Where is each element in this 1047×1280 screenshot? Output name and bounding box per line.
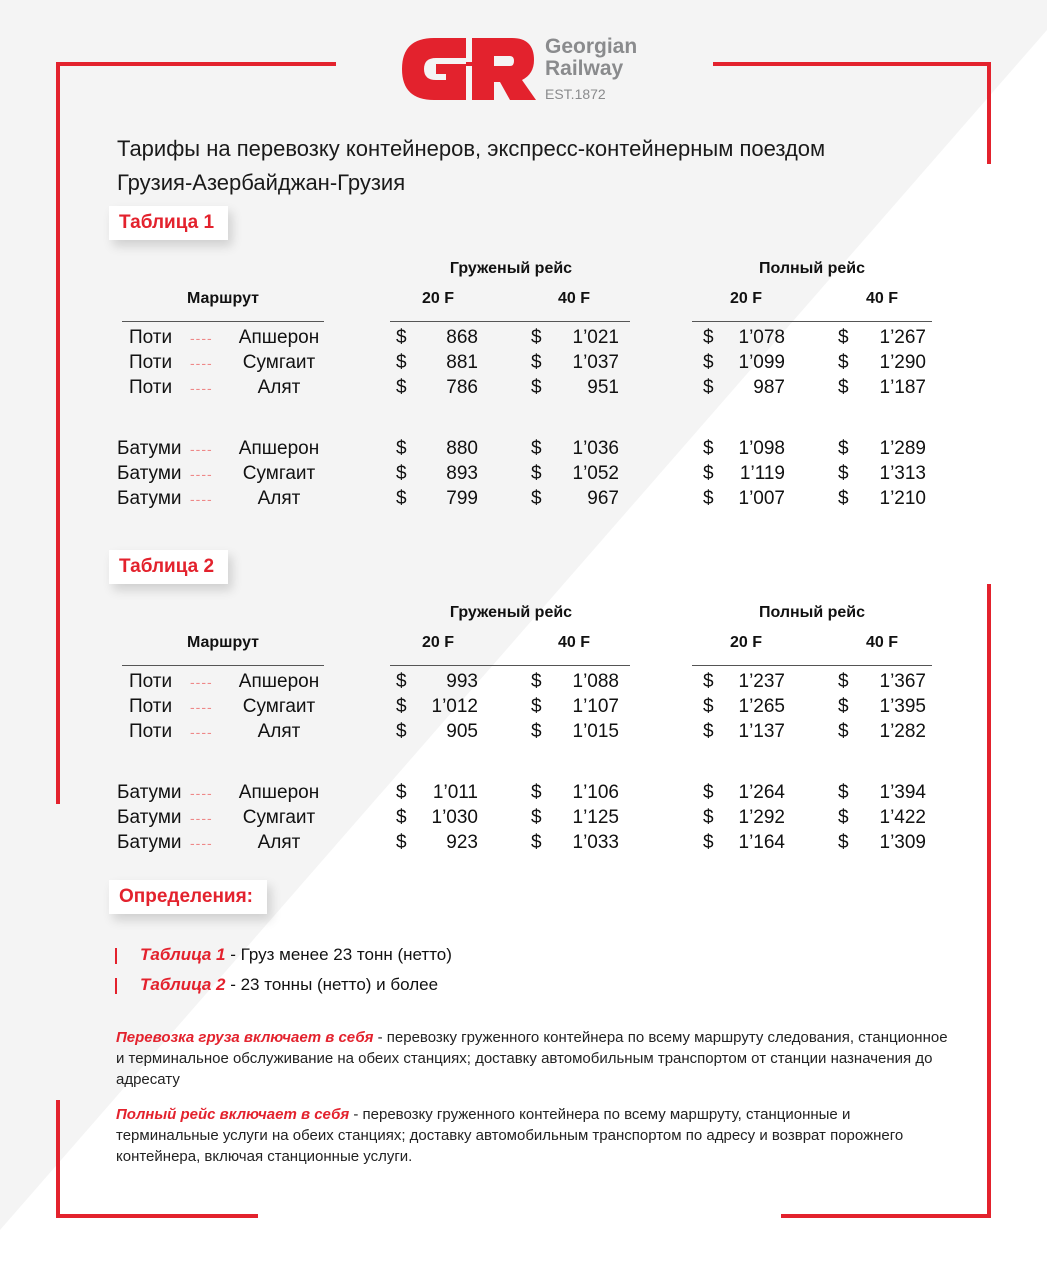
table-row [0, 807, 1047, 832]
route-dash: ---- [190, 674, 213, 690]
table1-label: Таблица 1 [109, 206, 228, 240]
loaded-40f-value: 1’088 [572, 671, 619, 692]
route-to: Алят [257, 721, 301, 742]
loaded-20f-value: 1’030 [431, 807, 478, 828]
hdr-full-40f: 40 F [865, 290, 898, 307]
definition-text: - 23 тонны (нетто) и более [225, 975, 439, 994]
table-row [0, 696, 1047, 721]
currency: $ [703, 352, 714, 373]
full-40f-value: 1’395 [879, 696, 926, 717]
currency: $ [703, 488, 714, 509]
currency: $ [396, 721, 407, 742]
full-40f-value: 1’367 [879, 671, 926, 692]
frame-bottom-right [781, 1214, 991, 1218]
note-term: Полный рейс включает в себя [116, 1106, 350, 1123]
currency: $ [531, 327, 542, 348]
route-from: Поти [129, 327, 173, 348]
full-40f-value: 1’282 [879, 721, 926, 742]
definition-term: Таблица 1 [140, 945, 226, 964]
hdr-loaded-20f: 20 F [421, 634, 454, 651]
frame-left-bottom [56, 1100, 60, 1218]
definition-item [115, 975, 438, 995]
currency: $ [396, 327, 407, 348]
currency: $ [396, 438, 407, 459]
currency: $ [396, 782, 407, 803]
loaded-20f-value: 881 [446, 352, 478, 373]
header-rule [390, 665, 630, 666]
currency: $ [703, 438, 714, 459]
table-row [0, 671, 1047, 696]
frame-top-left [56, 62, 336, 66]
currency: $ [703, 832, 714, 853]
currency: $ [531, 438, 542, 459]
route-to: Сумгаит [242, 352, 316, 373]
loaded-40f-value: 1’021 [572, 327, 619, 348]
hdr-full: Полный рейс [758, 260, 866, 277]
route-from: Поти [129, 671, 173, 692]
hdr-full-20f: 20 F [729, 634, 762, 651]
route-dash: ---- [190, 330, 213, 346]
currency: $ [531, 671, 542, 692]
full-20f-value: 987 [753, 377, 785, 398]
full-40f-value: 1’394 [879, 782, 926, 803]
route-to: Апшерон [238, 671, 320, 692]
loaded-20f-value: 993 [446, 671, 478, 692]
route-from: Батуми [117, 782, 182, 803]
title-line2: Грузия-Азербайджан-Грузия [117, 170, 406, 195]
loaded-40f-value: 1’107 [572, 696, 619, 717]
route-to: Алят [257, 488, 301, 509]
currency: $ [531, 377, 542, 398]
route-from: Батуми [117, 488, 182, 509]
table-row [0, 352, 1047, 377]
note-cargo-transport [116, 1027, 956, 1090]
currency: $ [396, 463, 407, 484]
route-to: Апшерон [238, 782, 320, 803]
full-40f-value: 1’309 [879, 832, 926, 853]
route-to: Сумгаит [242, 696, 316, 717]
logo-established: EST.1872 [545, 86, 606, 102]
full-20f-value: 1’264 [738, 782, 785, 803]
loaded-20f-value: 799 [446, 488, 478, 509]
hdr-loaded: Груженый рейс [449, 260, 573, 277]
table-row [0, 327, 1047, 352]
hdr-route: Маршрут [186, 634, 260, 651]
header-rule [122, 665, 324, 666]
definition-text: - Груз менее 23 тонн (нетто) [225, 945, 452, 964]
route-dash: ---- [190, 785, 213, 801]
full-40f-value: 1’422 [879, 807, 926, 828]
loaded-40f-value: 951 [587, 377, 619, 398]
loaded-20f-value: 880 [446, 438, 478, 459]
route-from: Батуми [117, 463, 182, 484]
hdr-loaded: Груженый рейс [449, 604, 573, 621]
currency: $ [531, 807, 542, 828]
definition-item [115, 945, 452, 965]
route-dash: ---- [190, 355, 213, 371]
currency: $ [703, 807, 714, 828]
header-rule [692, 665, 932, 666]
frame-right-top [987, 62, 991, 164]
route-from: Поти [129, 352, 173, 373]
loaded-40f-value: 967 [587, 488, 619, 509]
table-row [0, 463, 1047, 488]
currency: $ [531, 832, 542, 853]
loaded-20f-value: 868 [446, 327, 478, 348]
table-row [0, 721, 1047, 746]
currency: $ [396, 696, 407, 717]
note-text: - перевозку груженного контейнера по всему маршруту, станционные и терминальные услуги на обеих станциях; доставку автомобильным транспортом по адресу и возврат порожнего контейнера, включая станционные услуги. [116, 1106, 904, 1165]
currency: $ [703, 721, 714, 742]
header-rule [692, 321, 932, 322]
currency: $ [838, 696, 849, 717]
loaded-40f-value: 1’036 [572, 438, 619, 459]
logo-name-line2: Railway [545, 57, 624, 80]
loaded-20f-value: 923 [446, 832, 478, 853]
full-40f-value: 1’289 [879, 438, 926, 459]
loaded-40f-value: 1’037 [572, 352, 619, 373]
table-row [0, 782, 1047, 807]
table-row [0, 377, 1047, 402]
hdr-full: Полный рейс [758, 604, 866, 621]
currency: $ [703, 377, 714, 398]
full-20f-value: 1’164 [738, 832, 785, 853]
currency: $ [531, 721, 542, 742]
currency: $ [838, 377, 849, 398]
currency: $ [531, 488, 542, 509]
currency: $ [838, 352, 849, 373]
currency: $ [703, 327, 714, 348]
route-from: Батуми [117, 807, 182, 828]
currency: $ [838, 671, 849, 692]
route-dash: ---- [190, 380, 213, 396]
hdr-route: Маршрут [186, 290, 260, 307]
currency: $ [703, 782, 714, 803]
loaded-20f-value: 1’011 [432, 782, 478, 803]
currency: $ [838, 327, 849, 348]
frame-top-right [713, 62, 991, 66]
currency: $ [396, 488, 407, 509]
route-to: Сумгаит [242, 463, 316, 484]
title-line1: Тарифы на перевозку контейнеров, экспресс-контейнерным поездом [117, 136, 826, 161]
note-text: - перевозку груженного контейнера по всему маршруту следования, станционное и терминальное обслуживание на обеих станциях; доставку автомобильным транспортом от станции назначения до адресату [116, 1029, 948, 1088]
route-dash: ---- [190, 441, 213, 457]
hdr-loaded-20f: 20 F [421, 290, 454, 307]
table-row [0, 488, 1047, 513]
logo-name [545, 36, 637, 80]
header-rule [390, 321, 630, 322]
route-from: Поти [129, 696, 173, 717]
loaded-40f-value: 1’106 [572, 782, 619, 803]
full-20f-value: 1’137 [738, 721, 785, 742]
page-title [117, 132, 825, 200]
route-from: Поти [129, 377, 173, 398]
note-term: Перевозка груза включает в себя [116, 1029, 374, 1046]
currency: $ [396, 377, 407, 398]
full-20f-value: 1’119 [739, 463, 785, 484]
full-20f-value: 1’237 [738, 671, 785, 692]
full-40f-value: 1’313 [879, 463, 926, 484]
currency: $ [531, 463, 542, 484]
route-from: Поти [129, 721, 173, 742]
route-to: Апшерон [238, 327, 320, 348]
full-40f-value: 1’267 [879, 327, 926, 348]
full-20f-value: 1’265 [738, 696, 785, 717]
table2-label: Таблица 2 [109, 550, 228, 584]
route-dash: ---- [190, 491, 213, 507]
loaded-20f-value: 786 [446, 377, 478, 398]
full-20f-value: 1’099 [738, 352, 785, 373]
currency: $ [703, 671, 714, 692]
hdr-loaded-40f: 40 F [557, 634, 590, 651]
full-20f-value: 1’292 [738, 807, 785, 828]
route-dash: ---- [190, 810, 213, 826]
full-20f-value: 1’078 [738, 327, 785, 348]
currency: $ [838, 488, 849, 509]
route-to: Алят [257, 832, 301, 853]
full-40f-value: 1’290 [879, 352, 926, 373]
currency: $ [703, 463, 714, 484]
loaded-20f-value: 893 [446, 463, 478, 484]
note-full-trip [116, 1104, 956, 1167]
table-row [0, 832, 1047, 857]
currency: $ [396, 671, 407, 692]
loaded-20f-value: 905 [446, 721, 478, 742]
currency: $ [838, 438, 849, 459]
currency: $ [396, 807, 407, 828]
full-20f-value: 1’098 [738, 438, 785, 459]
route-dash: ---- [190, 466, 213, 482]
loaded-40f-value: 1’015 [572, 721, 619, 742]
currency: $ [838, 832, 849, 853]
route-from: Батуми [117, 438, 182, 459]
loaded-40f-value: 1’125 [572, 807, 619, 828]
route-from: Батуми [117, 832, 182, 853]
header-rule [122, 321, 324, 322]
logo-name-line1: Georgian [545, 35, 638, 58]
currency: $ [396, 832, 407, 853]
currency: $ [838, 782, 849, 803]
route-to: Апшерон [238, 438, 320, 459]
currency: $ [703, 696, 714, 717]
currency: $ [531, 352, 542, 373]
route-dash: ---- [190, 724, 213, 740]
route-dash: ---- [190, 835, 213, 851]
hdr-full-20f: 20 F [729, 290, 762, 307]
loaded-40f-value: 1’033 [572, 832, 619, 853]
frame-bottom-left [56, 1214, 258, 1218]
definition-marker [115, 948, 117, 964]
hdr-loaded-40f: 40 F [557, 290, 590, 307]
currency: $ [838, 463, 849, 484]
table-row [0, 438, 1047, 463]
currency: $ [396, 352, 407, 373]
route-to: Алят [257, 377, 301, 398]
route-dash: ---- [190, 699, 213, 715]
full-40f-value: 1’210 [879, 488, 926, 509]
currency: $ [531, 782, 542, 803]
gr-logo-icon [400, 36, 538, 102]
route-to: Сумгаит [242, 807, 316, 828]
definition-marker [115, 978, 117, 994]
definitions-label: Определения: [109, 880, 267, 914]
currency: $ [531, 696, 542, 717]
currency: $ [838, 807, 849, 828]
currency: $ [838, 721, 849, 742]
full-20f-value: 1’007 [738, 488, 785, 509]
georgian-railway-logo [400, 36, 660, 106]
definition-term: Таблица 2 [140, 975, 226, 994]
full-40f-value: 1’187 [879, 377, 926, 398]
hdr-full-40f: 40 F [865, 634, 898, 651]
loaded-40f-value: 1’052 [572, 463, 619, 484]
loaded-20f-value: 1’012 [431, 696, 478, 717]
